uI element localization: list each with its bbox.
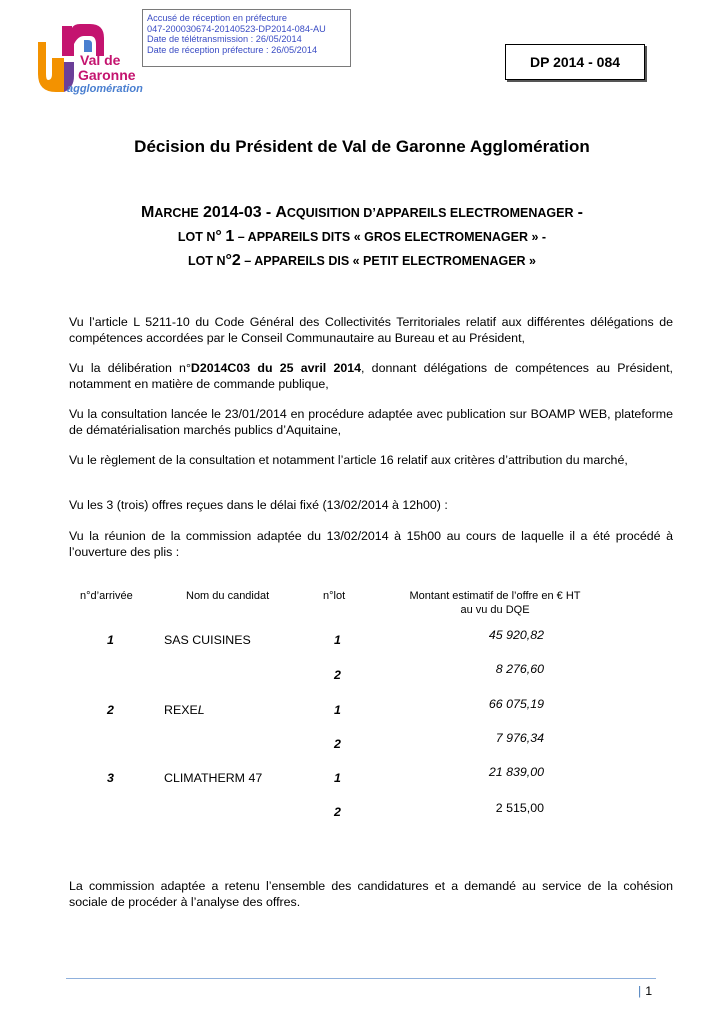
page-number-value: 1 <box>645 984 653 998</box>
logo-text-agglo: agglomération <box>67 83 143 95</box>
table-cell-amount: 21 839,00 <box>488 765 544 779</box>
table-cell-amount: 7 976,34 <box>495 731 544 745</box>
stamp-line: 047-200030674-20140523-DP2014-084-AU <box>147 23 326 34</box>
subtitle-text: 1 <box>225 228 235 245</box>
table-cell-candidate: SAS CUISINES <box>164 633 251 647</box>
val-de-garonne-logo <box>34 22 144 98</box>
subtitle-text: – APPAREILS DIS « PETIT ELECTROMENAGER » <box>244 254 536 268</box>
table-cell-arrival: 3 <box>107 771 114 785</box>
table-cell-lot: 1 <box>334 633 341 647</box>
table-header-lot: n°lot <box>323 590 346 602</box>
stamp-line: Date de télétransmission : 26/05/2014 <box>147 34 302 45</box>
subtitle-lot-2 <box>0 252 724 270</box>
logo-text-val: Val de <box>80 52 121 68</box>
document-title: Décision du Président de Val de Garonne Agglomération <box>134 137 590 156</box>
table-header-amount: Montant estimatif de l’offre en € HT au vu du DQE <box>409 590 581 616</box>
table-cell-amount: 66 075,19 <box>488 697 544 711</box>
table-header-candidate: Nom du candidat <box>186 590 270 602</box>
table-cell-lot: 1 <box>334 771 341 785</box>
decision-reference: DP 2014 - 084 <box>529 54 621 70</box>
paragraph-consultation: Vu la consultation lancée le 23/01/2014 en procédure adaptée avec publication sur BOAMP WEB, plateforme de dématérialisation marchés publics d’Aquitaine, <box>69 407 673 437</box>
table-cell-arrival: 2 <box>107 703 114 717</box>
subtitle-text: - <box>577 204 583 221</box>
paragraph-commission: Vu la réunion de la commission adaptée du 13/02/2014 à 15h00 au cours de laquelle il a été procédé à l’ouverture des plis : <box>69 529 673 559</box>
page-separator: | <box>638 984 642 998</box>
paragraph-reglement: Vu le règlement de la consultation et notamment l’article 16 relatif aux critères d’attribution du marché, <box>69 453 628 467</box>
logo-shape-blue <box>84 40 92 52</box>
table-cell-lot: 1 <box>334 703 341 717</box>
decision-reference-box <box>505 44 645 80</box>
subtitle-text: A <box>275 204 287 221</box>
stamp-line: Accusé de réception en préfecture <box>147 13 287 23</box>
paragraph-deliberation <box>69 360 673 392</box>
subtitle-text: LOT N <box>177 230 216 244</box>
candidate-text: L <box>197 703 205 717</box>
subtitle-text: LOT N <box>188 254 226 268</box>
subtitle-text: ° <box>215 228 222 245</box>
table-cell-arrival: 1 <box>107 633 114 647</box>
table-cell-lot: 2 <box>334 737 341 751</box>
candidate-text: REXE <box>164 703 198 717</box>
subtitle-text: °2 <box>225 252 241 269</box>
subtitle-text: – APPAREILS DITS « GROS ELECTROMENAGER » - <box>237 230 547 244</box>
footer-divider <box>66 978 656 979</box>
paragraph-article: Vu l’article L 5211-10 du Code Général des Collectivités Territoriales relatif aux différentes délégations de compétences accordées par le Conseil Communautaire au Bureau et au Président, <box>69 315 673 345</box>
table-cell-lot: 2 <box>334 668 341 682</box>
subtitle-text: ARCHE <box>154 206 199 220</box>
deliberation-reference: D2014C03 du 25 avril 2014 <box>190 361 362 375</box>
table-header-arrival: n°d’arrivée <box>80 590 133 602</box>
subtitle-text: - <box>265 204 272 221</box>
page-number <box>638 984 652 998</box>
table-cell-lot: 2 <box>334 805 341 819</box>
subtitle-text: 2014-03 <box>202 204 262 221</box>
paragraph-text: , donnant délégations de compétences au Président, notamment en matière de commande publique, <box>69 361 673 391</box>
table-cell-amount: 8 276,60 <box>495 662 544 676</box>
table-cell-amount: 2 515,00 <box>495 801 544 815</box>
paragraph-text: Vu la délibération n° <box>69 361 191 375</box>
logo-text-garonne: Garonne <box>78 67 136 83</box>
subtitle-text: M <box>141 204 155 221</box>
subtitle-market <box>0 204 724 222</box>
prefecture-stamp <box>142 9 351 67</box>
paragraph-conclusion: La commission adaptée a retenu l’ensemble des candidatures et a demandé au service de la cohésion sociale de procéder à l’analyse des offres. <box>69 879 673 909</box>
logo-shape-orange <box>38 42 64 92</box>
stamp-line: Date de réception préfecture : 26/05/2014 <box>147 44 318 55</box>
table-cell-amount: 45 920,82 <box>488 628 544 642</box>
subtitle-text: CQUISITION D’APPAREILS ELECTROMENAGER <box>286 206 574 220</box>
paragraph-offres: Vu les 3 (trois) offres reçues dans le délai fixé (13/02/2014 à 12h00) : <box>69 498 448 512</box>
subtitle-lot-1 <box>0 228 724 246</box>
table-cell-candidate: CLIMATHERM 47 <box>164 771 263 785</box>
table-cell-candidate <box>164 703 205 717</box>
